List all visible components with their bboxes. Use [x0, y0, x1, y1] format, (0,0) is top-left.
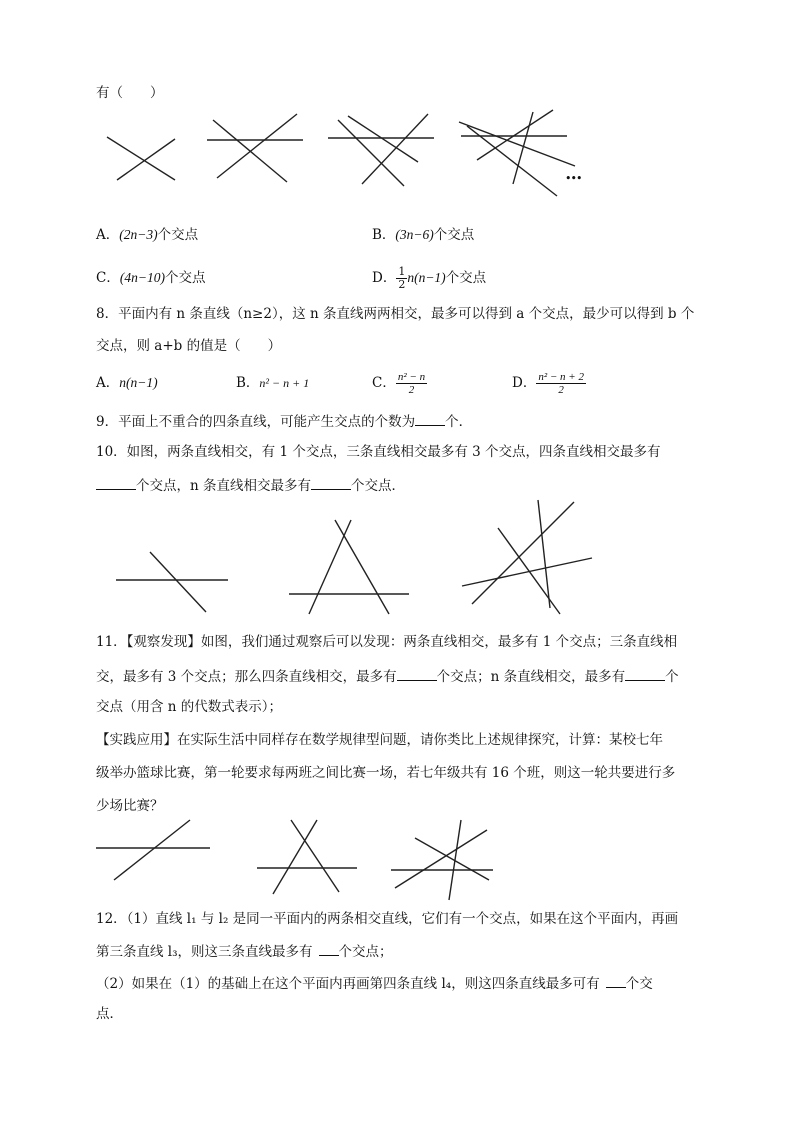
- q8-line1: 8．平面内有 n 条直线（n≥2），这 n 条直线两两相交，最多可以得到 a 个交点，最少可以得到 b 个: [96, 306, 695, 322]
- line: [338, 120, 404, 186]
- option-label: D．: [372, 270, 397, 286]
- ellipsis: •••: [565, 172, 582, 185]
- q8-option-a: [96, 374, 158, 392]
- line: [362, 114, 428, 184]
- fraction-denominator: 2: [398, 278, 406, 291]
- line: [462, 558, 592, 586]
- q7-option-c: [96, 269, 205, 287]
- q12-text: 第三条直线 l₃，则这三条直线最多有: [96, 944, 313, 960]
- line: [459, 122, 575, 166]
- line: [472, 502, 574, 604]
- option-label: A．: [96, 375, 120, 391]
- line: [150, 552, 206, 612]
- line: [107, 137, 175, 180]
- q8-option-c: [372, 366, 427, 400]
- option-label: B．: [236, 375, 260, 391]
- line: [348, 116, 418, 162]
- fraction-denominator: 2: [408, 384, 415, 396]
- q9-text: 9．平面上不重合的四条直线，可能产生交点的个数为: [96, 414, 416, 430]
- fraction-numerator: 1: [398, 265, 406, 278]
- answer-blank[interactable]: [397, 666, 437, 681]
- fraction-numerator: n² − n + 2: [538, 371, 584, 383]
- q7-figure-four-lines: [326, 112, 436, 188]
- line: [395, 830, 487, 888]
- option-expr: n(n−1): [407, 270, 446, 285]
- line: [335, 520, 389, 614]
- answer-blank[interactable]: [415, 411, 445, 426]
- q11-line4: 【实践应用】在实际生活中同样存在数学规律型问题，请你类比上述规律探究，计算：某校七年: [96, 732, 663, 748]
- q11-figure-two-lines: [96, 818, 212, 882]
- q11-line2: [96, 666, 679, 686]
- q10-text: 个交点．: [351, 478, 405, 494]
- line: [513, 112, 533, 184]
- answer-blank[interactable]: [96, 475, 136, 490]
- option-expr: (2n−3): [119, 227, 158, 242]
- q11-line6: 少场比赛？: [96, 798, 164, 814]
- fraction: [396, 371, 427, 396]
- line: [477, 110, 553, 160]
- q12-text: 个交点；: [338, 944, 393, 960]
- line: [449, 820, 461, 900]
- option-label: A．: [96, 227, 120, 243]
- q11-line5: 级举办篮球比赛，第一轮要求每两班之间比赛一场，若七年级共有 16 个班，则这一轮共要进行多: [96, 765, 676, 781]
- q7-figure-two-lines: [105, 135, 185, 185]
- q12-line3: [96, 973, 653, 993]
- line: [291, 820, 339, 892]
- q7-figure-three-lines: [205, 112, 305, 184]
- line: [217, 114, 297, 178]
- fraction-denominator: 2: [558, 384, 564, 396]
- q12-line4: 点．: [96, 1006, 123, 1022]
- q9-text: 个．: [445, 414, 473, 430]
- q7-lead: 有（ ）: [96, 85, 164, 101]
- q8-option-b: [236, 374, 309, 392]
- option-label: C．: [96, 270, 120, 286]
- option-expr: n(n−1): [119, 375, 158, 390]
- q11-line3: 交点（用含 n 的代数式表示）；: [96, 699, 283, 715]
- q10-line2: [96, 475, 405, 495]
- line: [114, 820, 190, 880]
- q10-figure-four-lines: [462, 498, 594, 616]
- option-label: C．: [372, 375, 396, 391]
- q10-line1: 10．如图，两条直线相交，有 1 个交点，三条直线相交最多有 3 个交点，四条直线相交最多有: [96, 444, 661, 460]
- option-suffix: 个交点: [164, 270, 206, 286]
- answer-blank[interactable]: [606, 973, 626, 988]
- option-expr: (4n−10): [119, 270, 165, 285]
- q11-text: 个: [665, 669, 679, 685]
- q12-line1: 12．（1）直线 l₁ 与 l₂ 是同一平面内的两条相交直线，它们有一个交点，如果在这个平面内，再画: [96, 911, 679, 927]
- q11-figure-four-lines: [391, 818, 495, 902]
- option-expr: (3n−6): [395, 227, 434, 242]
- option-label: D．: [512, 375, 537, 391]
- q12-text: （2）如果在（1）的基础上在这个平面内再画第四条直线 l₄，则这四条直线最多可有: [96, 976, 600, 992]
- q7-option-d: [372, 262, 486, 294]
- q7-option-a: [96, 226, 198, 244]
- option-expr: n² − n + 1: [259, 376, 310, 390]
- q12-text: 个交: [625, 976, 653, 992]
- option-suffix: 个交点: [433, 227, 475, 243]
- answer-blank[interactable]: [319, 941, 339, 956]
- line: [415, 838, 489, 880]
- q11-text: 个交点；n 条直线相交，最多有: [436, 669, 626, 685]
- q12-line2: [96, 941, 393, 961]
- option-label: B．: [372, 227, 396, 243]
- q11-figure-three-lines: [257, 818, 359, 896]
- q8-line2: 交点，则 a+b 的值是（ ）: [96, 338, 282, 354]
- fraction-numerator: n² − n: [397, 371, 426, 383]
- line: [309, 520, 351, 614]
- q8-option-d: [512, 366, 586, 400]
- q10-figure-two-lines: [116, 550, 231, 616]
- fraction: [536, 371, 586, 396]
- q9-line: [96, 411, 472, 431]
- q7-option-b: [372, 226, 474, 244]
- line: [498, 528, 560, 614]
- answer-blank[interactable]: [311, 475, 351, 490]
- option-suffix: 个交点: [157, 227, 199, 243]
- line: [273, 820, 317, 894]
- q10-figure-three-lines: [289, 518, 411, 616]
- q11-text: 交，最多有 3 个交点；那么四条直线相交，最多有: [96, 669, 397, 685]
- q11-line1: 11．【观察发现】如图，我们通过观察后可以发现：两条直线相交，最多有 1 个交点；三条直线相: [96, 634, 678, 650]
- answer-blank[interactable]: [625, 666, 665, 681]
- option-suffix: 个交点: [445, 270, 487, 286]
- q10-text: 个交点，n 条直线相交最多有: [136, 478, 311, 494]
- fraction: [396, 266, 407, 291]
